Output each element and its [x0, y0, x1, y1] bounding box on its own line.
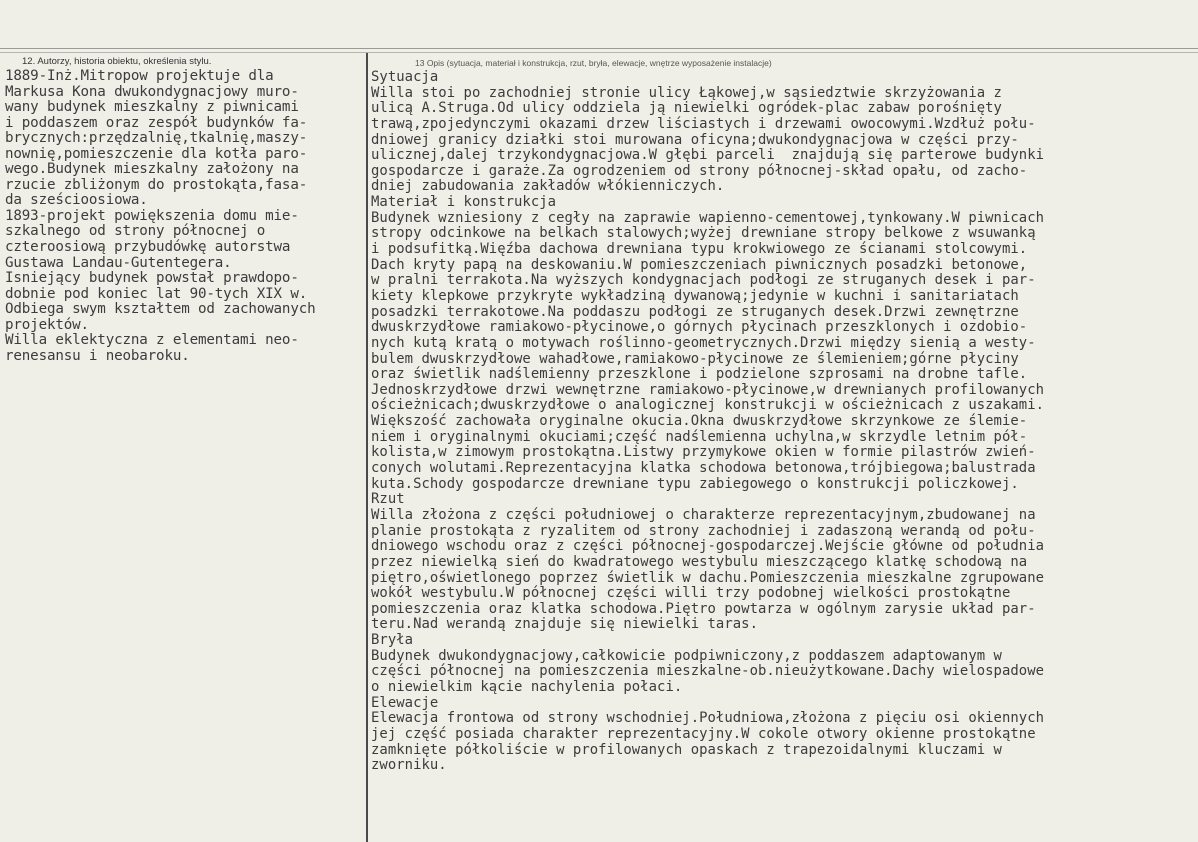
text-line: Rzut — [371, 491, 405, 508]
text-line: Willa eklektyczna z elementami neo- — [5, 332, 299, 349]
text-line: Willa stoi po zachodniej stronie ulicy Łąkowej,w sąsiedztwie skrzyżowania z — [371, 84, 1002, 101]
text-line: nych kutą kratą o motywach roślinno-geometrycznych.Drzwi między sienią a westy- — [371, 334, 1036, 351]
text-line: stropy odcinkowe na belkach stalowych;wyżej drewniane stropy belkowe z wsuwanką — [371, 225, 1036, 242]
text-line: Bryła — [371, 632, 414, 649]
text-line: piętro,oświetlonego poprzez świetlik w dachu.Pomieszczenia mieszkalne zgrupowane — [371, 569, 1045, 586]
text-line: czteroosiową przybudówkę autorstwa — [5, 239, 291, 256]
left-column-text — [5, 69, 385, 364]
text-line: Dach kryty papą na deskowaniu.W pomieszczeniach piwnicznych posadzki betonowe, — [371, 256, 1028, 273]
text-line: trawą,zpojedynczymi okazami drzew liściastych i drzewami owocowymi.Wzdłuż połu- — [371, 115, 1036, 132]
text-line: renesansu i neobaroku. — [5, 347, 190, 364]
text-line: posadzki terrakotowe.Na poddaszu podłogi ze struganych desek.Drzwi zewnętrzne — [371, 303, 1019, 320]
text-line: przez niewielką sień do kwadratowego westybulu mieszczącego klatkę schodową na — [371, 553, 1028, 570]
text-line: szkalnego od strony północnej o — [5, 223, 266, 240]
text-line: 1889-Inż.Mitropow projektuje dla — [5, 68, 274, 84]
text-line: wokół westybulu.W północnej części willi trzy podobnej wielkości prostokątne — [371, 585, 1011, 602]
text-line: wany budynek mieszkalny z piwnicami — [5, 99, 299, 116]
text-line: zworniku. — [371, 757, 447, 774]
text-line: ościeżnicach;dwuskrzydłowe o analogicznej konstrukcji w ościeżnicach z uszakami. — [371, 397, 1045, 414]
text-line: wego.Budynek mieszkalny założony na — [5, 161, 299, 178]
text-line: Markusa Kona dwukondygnacjowy muro- — [5, 83, 299, 100]
text-line: Budynek wzniesiony z cegły na zaprawie wapienno-cementowej,tynkowany.W piwnicach — [371, 209, 1045, 226]
text-line: kuta.Schody gospodarcze drewniane typu zabiegowego o konstrukcji policzkowej. — [371, 475, 1019, 492]
text-line: Isniejący budynek powstał prawdopo- — [5, 270, 299, 287]
text-line: oraz świetlik nadślemienny przeszklone i podzielone szprosami na drobne tafle. — [371, 366, 1028, 383]
text-line: Elewacje — [371, 694, 439, 711]
text-line: brycznych:przędzalnię,tkalnię,maszy- — [5, 130, 308, 147]
text-line: ulicą A.Struga.Od ulicy oddziela ją niewielki ogródek-plac zabaw porośnięty — [371, 100, 1002, 117]
text-line: Budynek dwukondygnacjowy,całkowicie podpiwniczony,z poddaszem adaptowanym w — [371, 647, 1002, 664]
text-line: i poddaszem oraz zespół budynków fa- — [5, 114, 308, 131]
top-rule — [0, 48, 1198, 49]
text-line: Większość zachowała oryginalne okucia.Okna dwuskrzydłowe skrzynkowe ze ślemie- — [371, 413, 1028, 430]
text-line: nownię,pomieszczenie dla kotła paro- — [5, 145, 308, 162]
text-line: o niewielkim kącie nachylenia połaci. — [371, 678, 683, 695]
text-line: ulicznej,dalej trzykondygnacjowa.W głębi parceli znajdują się parterowe budynki — [371, 147, 1045, 164]
text-line: zamknięte półkoliście w profilowanych opaskach z trapezoidalnymi kluczami w — [371, 741, 1002, 758]
text-line: dniej zabudowania zakładów włókienniczych. — [371, 178, 725, 195]
text-line: jej część posiada charakter reprezentacyjny.W cokole otwory okienne prostokątne — [371, 725, 1036, 742]
text-line: teru.Nad werandą znajduje się niewielki taras. — [371, 616, 758, 633]
text-line: planie prostokąta z ryzalitem od strony zachodniej i zadaszoną werandą od połu- — [371, 522, 1036, 539]
text-line: w pralni terrakota.Na wyższych kondygnacjach podłogi ze struganych desek i par- — [371, 272, 1036, 289]
left-column-heading: 12. Autorzy, historia obiektu, określenia stylu. — [22, 56, 212, 67]
text-line: dniowej granicy działki stoi murowana oficyna;dwukondygnacjowa w części przy- — [371, 131, 1019, 148]
text-line: Willa złożona z części południowej o charakterze reprezentacyjnym,zbudowanej na — [371, 506, 1036, 523]
text-line: niem i oryginalnymi okuciami;część nadślemienna uchylna,w skrzydle letnim pół- — [371, 428, 1028, 445]
text-line: Gustawa Landau-Gutentegera. — [5, 254, 232, 271]
header-rule — [0, 52, 1198, 53]
text-line: dobnie pod koniec lat 90-tych XIX w. — [5, 285, 308, 302]
text-line: Jednoskrzydłowe drzwi wewnętrzne ramiakowo-płycinowe,w drewnianych profilowanych — [371, 381, 1045, 398]
right-column-text — [371, 70, 1198, 774]
text-line: kolista,w zimowym prostokątna.Listwy przymykowe okien w formie pilastrów zwień- — [371, 444, 1036, 461]
text-line: dwuskrzydłowe ramiakowo-płycinowe,o górnych płycinach przeszklonych i ozdobio- — [371, 319, 1028, 336]
text-line: 1893-projekt powiększenia domu mie- — [5, 207, 299, 224]
text-line: gospodarcze i garaże.Za ogrodzeniem od strony północnej-skład opału, od zacho- — [371, 162, 1028, 179]
text-line: bulem dwuskrzydłowe wahadłowe,ramiakowo-płycinowe ze ślemieniem;górne płyciny — [371, 350, 1019, 367]
text-line: projektów. — [5, 316, 89, 333]
text-line: conych wolutami.Reprezentacyjna klatka schodowa betonowa,trójbiegowa;balustrada — [371, 460, 1036, 477]
text-line: Odbiega swym kształtem od zachowanych — [5, 301, 316, 318]
text-line: części północnej na pomieszczenia mieszkalne-ob.nieużytkowane.Dachy wielospadowe — [371, 663, 1045, 680]
text-line: Sytuacja — [371, 69, 439, 85]
text-line: rzucie zbliżonym do prostokąta,fasa- — [5, 176, 308, 193]
text-line: Materiał i konstrukcja — [371, 194, 557, 211]
text-line: pomieszczenia oraz klatka schodowa.Piętro powtarza w ogólnym zarysie układ par- — [371, 600, 1036, 617]
text-line: kiety klepkowe przykryte wykładziną dywanową;jedynie w kuchni i sanitariatach — [371, 287, 1019, 304]
text-line: dniowego wschodu oraz z części północnej-gospodarczej.Wejście główne od południa — [371, 538, 1045, 555]
right-column-heading: 13 Opis (sytuacja, materiał i konstrukcja, rzut, bryła, elewacje, wnętrze wyposażenie instalacje) — [415, 58, 772, 68]
text-line: i podsufitką.Więźba dachowa drewniana typu krokwiowego ze ścianami stolcowymi. — [371, 241, 1028, 258]
text-line: Elewacja frontowa od strony wschodniej.Południowa,złożona z pięciu osi okiennych — [371, 710, 1045, 727]
text-line: da sześcioosiowa. — [5, 192, 148, 209]
